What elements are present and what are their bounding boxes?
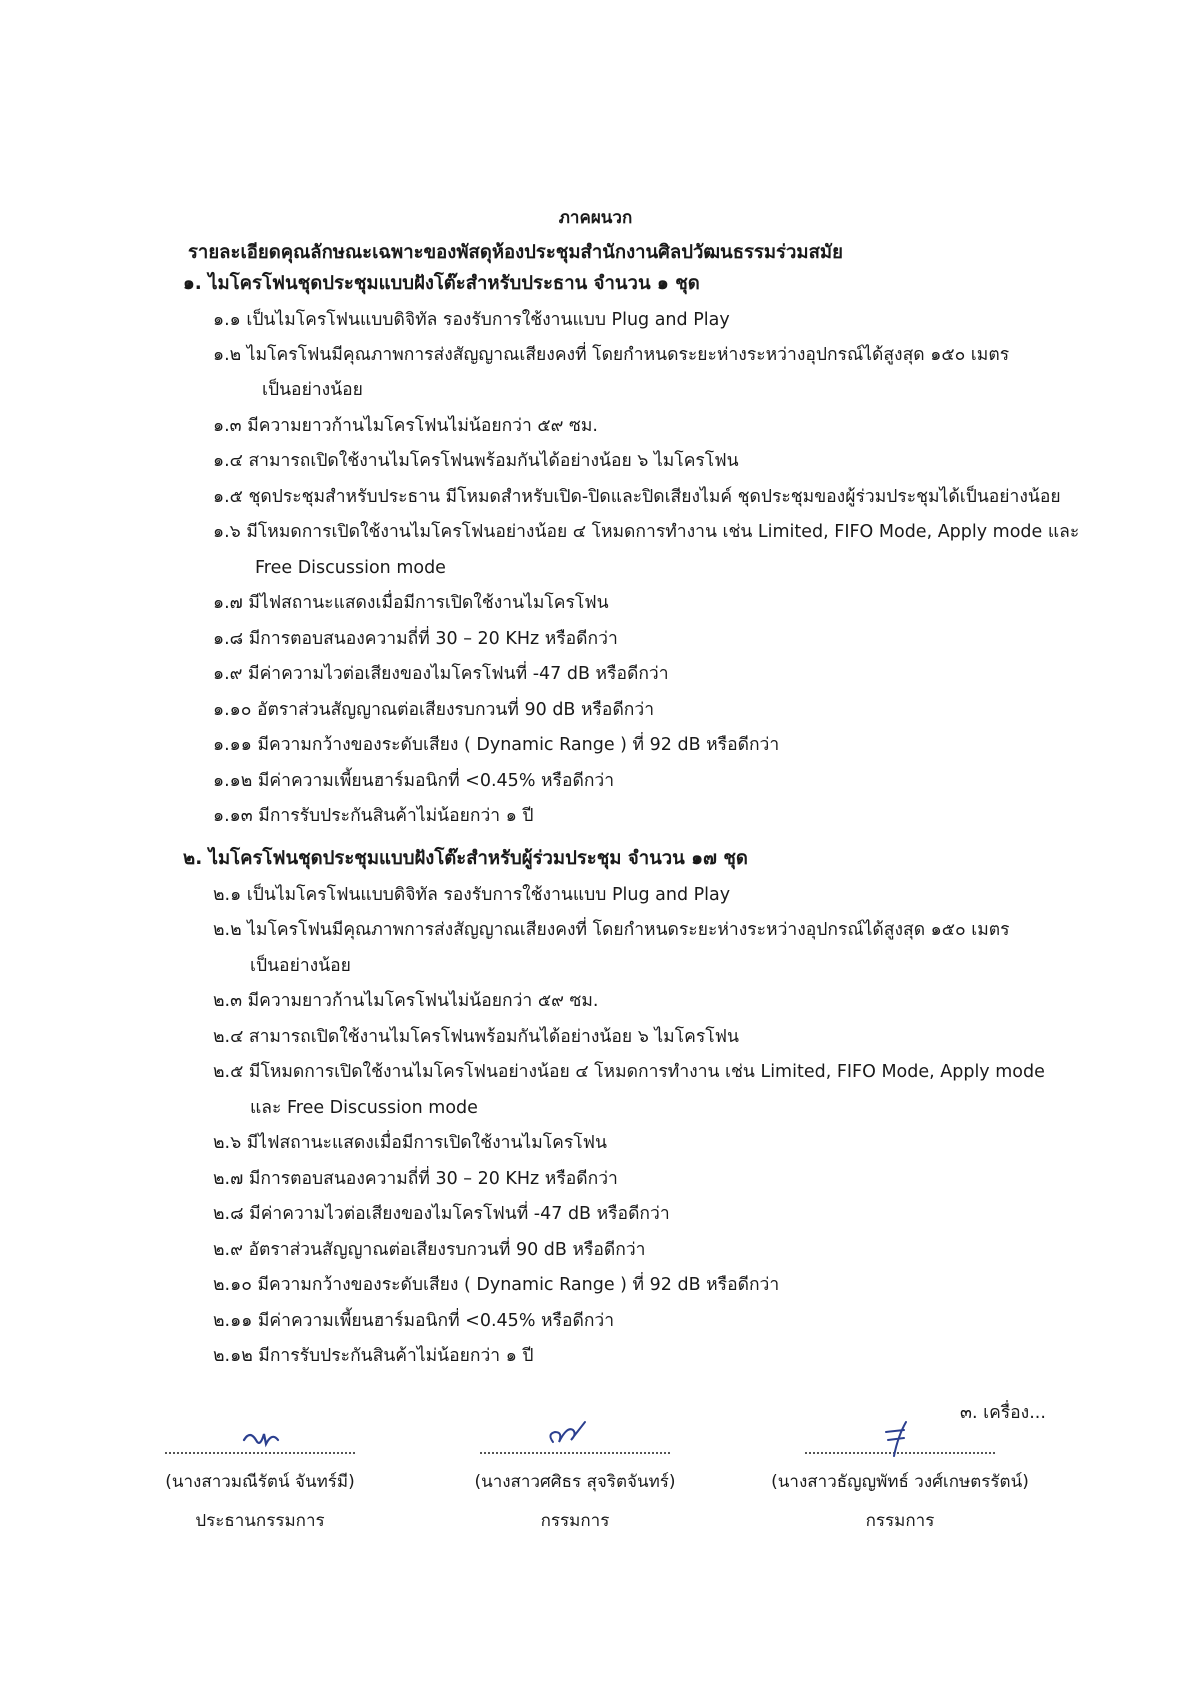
list-item-continuation: Free Discussion mode	[255, 558, 446, 578]
list-item: ๒.๓ มีความยาวก้านไมโครโฟนไม่น้อยกว่า ๕๙ ซม.	[213, 991, 599, 1011]
signature-block-chair	[120, 1418, 400, 1534]
list-item: ๑.๘ มีการตอบสนองความถี่ที่ 30 – 20 KHz หรือดีกว่า	[213, 629, 618, 649]
list-item: ๒.๑๒ มีการรับประกันสินค้าไม่น้อยกว่า ๑ ปี	[213, 1346, 534, 1366]
signer-role: ประธานกรรมการ	[195, 1511, 325, 1531]
list-item: ๑.๒ ไมโครโฟนมีคุณภาพการส่งสัญญาณเสียงคงที่ โดยกำหนดระยะห่างระหว่างอุปกรณ์ได้สูงสุด ๑๕๐ เมตร	[213, 345, 1010, 365]
list-item: ๑.๑ เป็นไมโครโฟนแบบดิจิทัล รองรับการใช้งานแบบ Plug and Play	[213, 310, 730, 330]
page-title: ภาคผนวก	[558, 208, 633, 228]
signature-line	[480, 1452, 670, 1454]
list-item: ๒.๒ ไมโครโฟนมีคุณภาพการส่งสัญญาณเสียงคงที่ โดยกำหนดระยะห่างระหว่างอุปกรณ์ได้สูงสุด ๑๕๐ เมตร	[213, 920, 1010, 940]
list-item: ๑.๖ มีโหมดการเปิดใช้งานไมโครโฟนอย่างน้อย ๔ โหมดการทำงาน เช่น Limited, FIFO Mode, Apply mode และ	[213, 522, 1080, 542]
signature-block-member-2	[760, 1418, 1040, 1534]
list-item: ๑.๔ สามารถเปิดใช้งานไมโครโฟนพร้อมกันได้อย่างน้อย ๖ ไมโครโฟน	[213, 451, 739, 471]
list-item: ๒.๘ มีค่าความไวต่อเสียงของไมโครโฟนที่ -47 dB หรือดีกว่า	[213, 1204, 670, 1224]
list-item-continuation: และ Free Discussion mode	[250, 1098, 478, 1118]
section-2-heading: ๒. ไมโครโฟนชุดประชุมแบบฝังโต๊ะสำหรับผู้ร่วมประชุม จำนวน ๑๗ ชุด	[183, 848, 748, 869]
list-item: ๑.๑๑ มีความกว้างของระดับเสียง ( Dynamic Range ) ที่ 92 dB หรือดีกว่า	[213, 735, 780, 755]
list-item: ๑.๓ มีความยาวก้านไมโครโฟนไม่น้อยกว่า ๕๙ ซม.	[213, 416, 598, 436]
signer-name: (นางสาวศศิธร สุจริตจันทร์)	[474, 1472, 676, 1492]
list-item: ๑.๑๒ มีค่าความเพี้ยนฮาร์มอนิกที่ <0.45% หรือดีกว่า	[213, 771, 615, 791]
list-item: ๑.๑๐ อัตราส่วนสัญญาณต่อเสียงรบกวนที่ 90 dB หรือดีกว่า	[213, 700, 655, 720]
list-item: ๒.๙ อัตราส่วนสัญญาณต่อเสียงรบกวนที่ 90 dB หรือดีกว่า	[213, 1240, 646, 1260]
signer-name: (นางสาวธัญญพัทธ์ วงศ์เกษตรรัตน์)	[771, 1472, 1029, 1492]
signer-role: กรรมการ	[865, 1511, 935, 1531]
list-item: ๑.๑๓ มีการรับประกันสินค้าไม่น้อยกว่า ๑ ปี	[213, 806, 534, 826]
list-item: ๒.๗ มีการตอบสนองความถี่ที่ 30 – 20 KHz หรือดีกว่า	[213, 1169, 618, 1189]
signature-mark	[760, 1418, 1040, 1452]
list-item: ๒.๑ เป็นไมโครโฟนแบบดิจิทัล รองรับการใช้งานแบบ Plug and Play	[213, 885, 731, 905]
list-item-continuation: เป็นอย่างน้อย	[250, 956, 351, 976]
signature-mark	[120, 1418, 400, 1452]
signature-block-member-1	[435, 1418, 715, 1534]
signer-role: กรรมการ	[540, 1511, 610, 1531]
list-item: ๑.๗ มีไฟสถานะแสดงเมื่อมีการเปิดใช้งานไมโครโฟน	[213, 593, 609, 613]
list-item: ๒.๑๑ มีค่าความเพี้ยนฮาร์มอนิกที่ <0.45% หรือดีกว่า	[213, 1311, 615, 1331]
signer-name: (นางสาวมณีรัตน์ จันทร์มี)	[165, 1472, 355, 1492]
signature-mark	[435, 1418, 715, 1452]
next-page-reference: ๓. เครื่อง...	[960, 1403, 1046, 1423]
list-item-continuation: เป็นอย่างน้อย	[262, 380, 363, 400]
document-subtitle: รายละเอียดคุณลักษณะเฉพาะของพัสดุห้องประชุมสำนักงานศิลปวัฒนธรรมร่วมสมัย	[188, 242, 843, 263]
list-item: ๑.๙ มีค่าความไวต่อเสียงของไมโครโฟนที่ -47 dB หรือดีกว่า	[213, 664, 669, 684]
list-item: ๒.๕ มีโหมดการเปิดใช้งานไมโครโฟนอย่างน้อย ๔ โหมดการทำงาน เช่น Limited, FIFO Mode, Apply mode	[213, 1062, 1045, 1082]
list-item: ๒.๔ สามารถเปิดใช้งานไมโครโฟนพร้อมกันได้อย่างน้อย ๖ ไมโครโฟน	[213, 1027, 739, 1047]
list-item: ๑.๕ ชุดประชุมสำหรับประธาน มีโหมดสำหรับเปิด-ปิดและปิดเสียงไมค์ ชุดประชุมของผู้ร่วมประชุมได้เป็นอย่างน้อย	[213, 487, 1061, 507]
list-item: ๒.๑๐ มีความกว้างของระดับเสียง ( Dynamic Range ) ที่ 92 dB หรือดีกว่า	[213, 1275, 780, 1295]
signature-line	[165, 1452, 355, 1454]
section-1-heading: ๑. ไมโครโฟนชุดประชุมแบบฝังโต๊ะสำหรับประธาน จำนวน ๑ ชุด	[183, 273, 700, 294]
list-item: ๒.๖ มีไฟสถานะแสดงเมื่อมีการเปิดใช้งานไมโครโฟน	[213, 1133, 608, 1153]
